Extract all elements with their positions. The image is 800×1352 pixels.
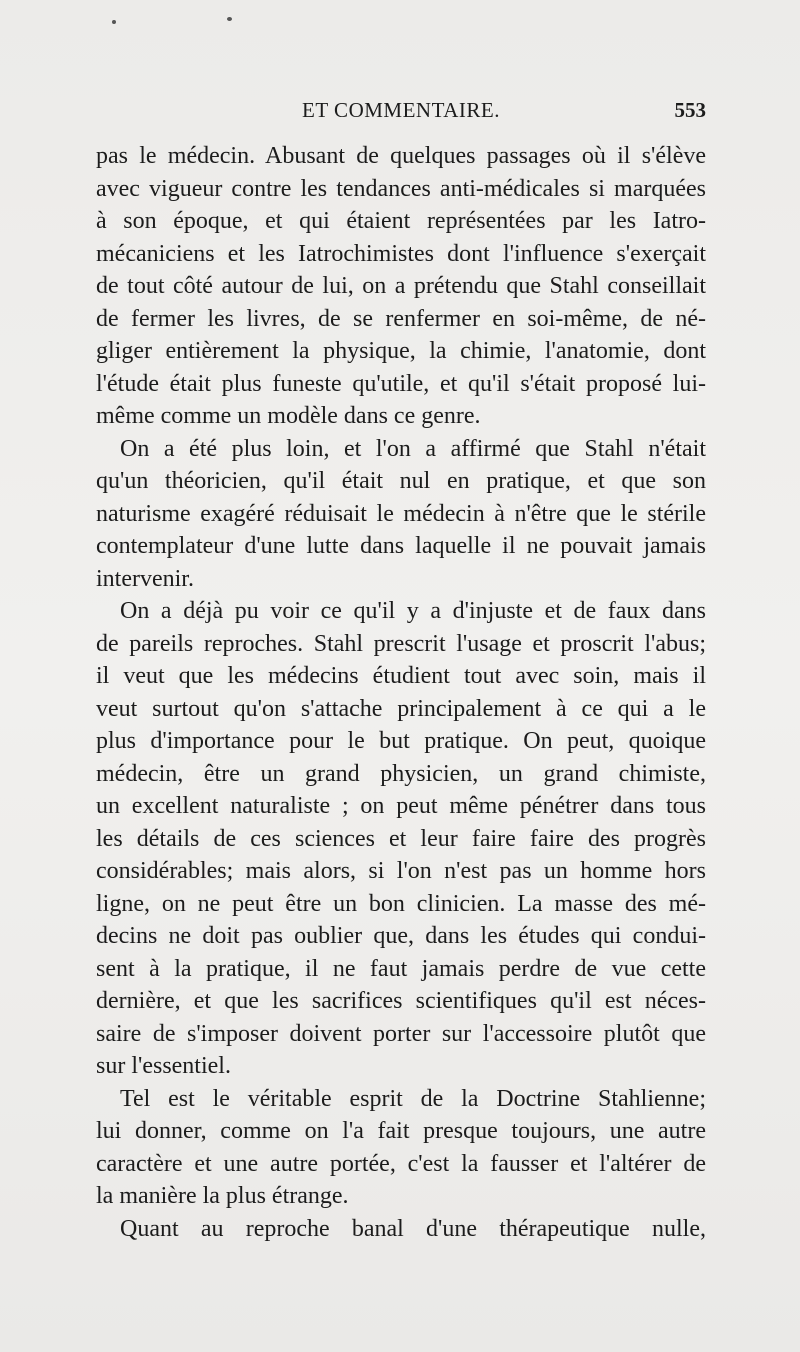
text-line: decins ne doit pas oublier que, dans les études qui condui- bbox=[96, 923, 706, 949]
paragraph bbox=[96, 140, 706, 433]
text-line: intervenir. bbox=[96, 565, 194, 592]
page-header bbox=[96, 98, 706, 132]
text-line: On a déjà pu voir ce qu'il y a d'injuste et de faux dans bbox=[120, 598, 706, 624]
text-line: sent à la pratique, il ne faut jamais perdre de vue cette bbox=[96, 955, 706, 982]
text-line: il veut que les médecins étudient tout avec soin, mais il bbox=[96, 663, 706, 689]
text-line: un excellent naturaliste ; on peut même pénétrer dans tous bbox=[96, 793, 706, 819]
text-line: dernière, et que les sacrifices scientifiques qu'il est néces- bbox=[96, 988, 706, 1014]
text-line: même comme un modèle dans ce genre. bbox=[96, 403, 481, 429]
text-line: considérables; mais alors, si l'on n'est pas un homme hors bbox=[96, 858, 706, 884]
text-line: ligne, on ne peut être un bon clinicien. La masse des mé- bbox=[96, 890, 706, 917]
ink-speck bbox=[112, 20, 116, 24]
text-line: gliger entièrement la physique, la chimie, l'anatomie, dont bbox=[96, 338, 706, 364]
text-line: la manière la plus étrange. bbox=[96, 1183, 349, 1209]
text-line: naturisme exagéré réduisait le médecin à n'être que le stérile bbox=[96, 500, 706, 527]
text-line: de pareils reproches. Stahl prescrit l'usage et proscrit l'abus; bbox=[96, 630, 706, 657]
ink-speck bbox=[227, 17, 232, 21]
text-line: les détails de ces sciences et leur faire faire des progrès bbox=[96, 825, 706, 852]
text-line: saire de s'imposer doivent porter sur l'accessoire plutôt que bbox=[96, 1020, 706, 1047]
paragraph bbox=[96, 1213, 706, 1246]
text-line: médecin, être un grand physicien, un grand chimiste, bbox=[96, 760, 706, 787]
text-line: pas le médecin. Abusant de quelques passages où il s'élève bbox=[96, 143, 706, 169]
text-line: de tout côté autour de lui, on a prétendu que Stahl conseillait bbox=[96, 273, 706, 299]
paragraph bbox=[96, 595, 706, 1083]
paragraph bbox=[96, 433, 706, 596]
text-line: On a été plus loin, et l'on a affirmé que Stahl n'était bbox=[120, 435, 706, 462]
page-number: 553 bbox=[674, 98, 706, 122]
text-line: Quant au reproche banal d'une thérapeutique nulle, bbox=[120, 1215, 706, 1242]
text-line: Tel est le véritable esprit de la Doctrine Stahlienne; bbox=[120, 1085, 706, 1112]
text-line: lui donner, comme on l'a fait presque toujours, une autre bbox=[96, 1118, 706, 1144]
text-line: caractère et une autre portée, c'est la fausser et l'altérer de bbox=[96, 1150, 706, 1177]
text-line: qu'un théoricien, qu'il était nul en pratique, et que son bbox=[96, 468, 706, 494]
text-line: veut surtout qu'on s'attache principalement à ce qui a le bbox=[96, 695, 706, 722]
text-line: plus d'importance pour le but pratique. On peut, quoique bbox=[96, 728, 706, 754]
text-line: contemplateur d'une lutte dans laquelle il ne pouvait jamais bbox=[96, 533, 706, 559]
body-text bbox=[96, 140, 706, 1245]
text-line: avec vigueur contre les tendances anti-médicales si marquées bbox=[96, 175, 706, 202]
text-line: à son époque, et qui étaient représentées par les Iatro- bbox=[96, 208, 706, 234]
text-line: de fermer les livres, de se renfermer en soi-même, de né- bbox=[96, 305, 706, 332]
running-title: ET COMMENTAIRE. bbox=[302, 98, 500, 122]
text-line: l'étude était plus funeste qu'utile, et qu'il s'était proposé lui- bbox=[96, 370, 706, 397]
text-line: sur l'essentiel. bbox=[96, 1053, 231, 1079]
paragraph bbox=[96, 1083, 706, 1213]
text-line: mécaniciens et les Iatrochimistes dont l'influence s'exerçait bbox=[96, 240, 706, 267]
